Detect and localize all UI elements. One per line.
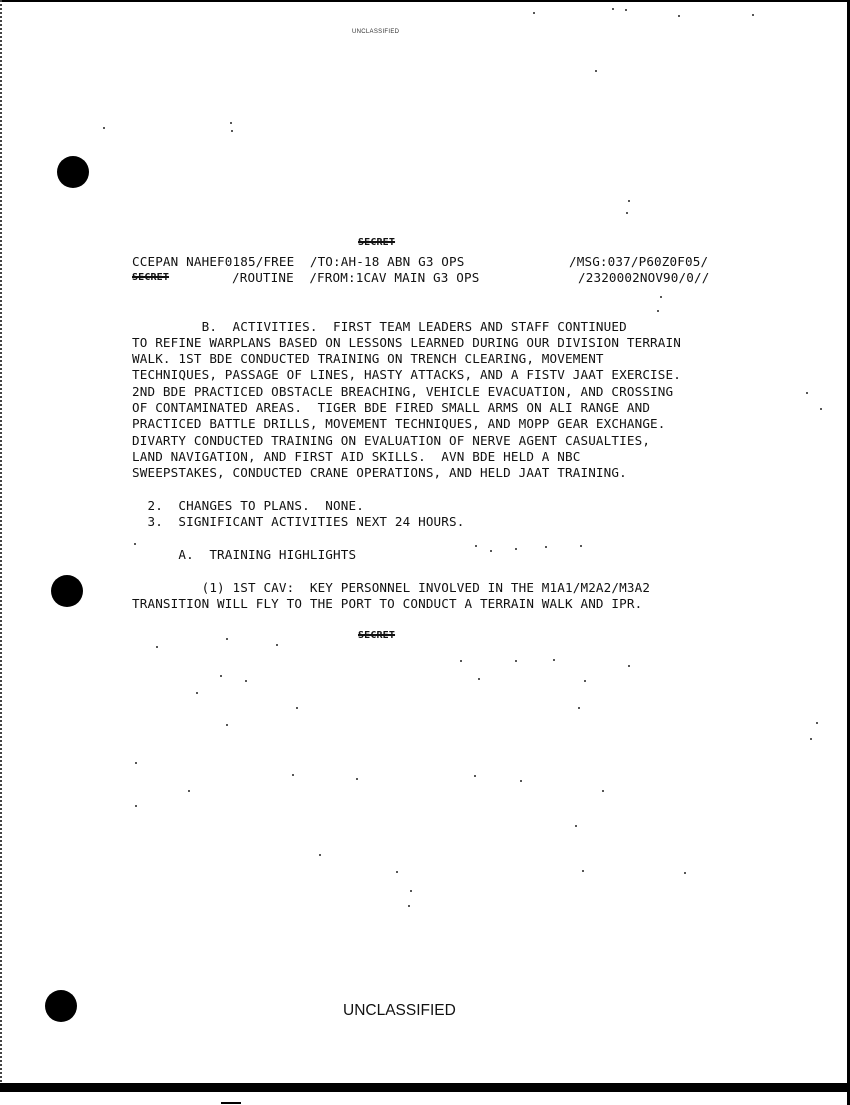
scan-speck (602, 790, 604, 792)
scan-border-left (0, 0, 4, 1090)
paragraph-line: TO REFINE WARPLANS BASED ON LESSONS LEARNED DURING OUR DIVISION TERRAIN (132, 335, 681, 350)
scan-speck (230, 122, 232, 124)
scan-speck (292, 774, 294, 776)
scan-speck (660, 296, 662, 298)
scan-speck (319, 854, 321, 856)
scan-speck (478, 678, 480, 680)
scan-speck (226, 724, 228, 726)
item-training-highlights: A. TRAINING HIGHLIGHTS (132, 547, 357, 562)
punch-hole-middle (51, 575, 83, 607)
classification-stamp-top: SECRET (358, 237, 396, 248)
scan-speck (628, 200, 630, 202)
scan-border-bottom (0, 1083, 850, 1092)
scan-speck (657, 310, 659, 312)
scan-speck (533, 12, 535, 14)
scan-speck (410, 890, 412, 892)
scan-speck (626, 212, 628, 214)
scan-speck (396, 871, 398, 873)
scan-speck (135, 805, 137, 807)
paragraph-line: OF CONTAMINATED AREAS. TIGER BDE FIRED SMALL ARMS ON ALI RANGE AND (132, 400, 651, 415)
item-changes-to-plans: 2. CHANGES TO PLANS. NONE. (132, 498, 364, 513)
header-line1-right: /MSG:037/P60Z0F05/ (569, 254, 709, 269)
scan-mark (221, 1102, 241, 1104)
scan-speck (475, 545, 477, 547)
paragraph-line: DIVARTY CONDUCTED TRAINING ON EVALUATION OF NERVE AGENT CASUALTIES, (132, 433, 651, 448)
scan-speck (628, 665, 630, 667)
scan-speck (678, 15, 680, 17)
header-line1-left: CCEPAN NAHEF0185/FREE /TO:AH-18 ABN G3 OPS (132, 254, 465, 269)
scan-speck (810, 738, 812, 740)
scan-speck (820, 408, 822, 410)
scan-speck (575, 825, 577, 827)
scan-speck (625, 9, 627, 11)
item-significant-activities: 3. SIGNIFICANT ACTIVITIES NEXT 24 HOURS. (132, 514, 465, 529)
scan-speck (226, 638, 228, 640)
scan-speck (474, 775, 476, 777)
scan-border-top (0, 0, 850, 2)
scan-speck (545, 546, 547, 548)
paragraph-line: WALK. 1ST BDE CONDUCTED TRAINING ON TRENCH CLEARING, MOVEMENT (132, 351, 604, 366)
scan-speck (515, 548, 517, 550)
paragraph-line: 2ND BDE PRACTICED OBSTACLE BREACHING, VEHICLE EVACUATION, AND CROSSING (132, 384, 674, 399)
scan-speck (580, 545, 582, 547)
scan-speck (135, 762, 137, 764)
scan-speck (188, 790, 190, 792)
scan-speck (582, 870, 584, 872)
scan-speck (578, 707, 580, 709)
paragraph-line: TECHNIQUES, PASSAGE OF LINES, HASTY ATTACKS, AND A FISTV JAAT EXERCISE. (132, 367, 681, 382)
scan-speck (806, 392, 808, 394)
item-1st-cav-line2: TRANSITION WILL FLY TO THE PORT TO CONDUCT A TERRAIN WALK AND IPR. (132, 596, 643, 611)
scan-speck (752, 14, 754, 16)
scan-speck (356, 778, 358, 780)
punch-hole-top (57, 156, 89, 188)
paragraph-line: SWEEPSTAKES, CONDUCTED CRANE OPERATIONS, AND HELD JAAT TRAINING. (132, 465, 627, 480)
scan-speck (612, 8, 614, 10)
scan-speck (134, 543, 136, 545)
scan-speck (460, 660, 462, 662)
scan-speck (816, 722, 818, 724)
scan-speck (408, 905, 410, 907)
scan-speck (196, 692, 198, 694)
scan-speck (103, 127, 105, 129)
scan-speck (220, 675, 222, 677)
scan-speck (684, 872, 686, 874)
header-line2-mid: /ROUTINE /FROM:1CAV MAIN G3 OPS (232, 270, 480, 285)
top-classification-mark: UNCLASSIFIED (352, 29, 400, 35)
scan-speck (520, 780, 522, 782)
scan-speck (296, 707, 298, 709)
header-line2-right: /2320002NOV90/0// (578, 270, 710, 285)
scan-speck (584, 680, 586, 682)
header-line2-classification: SECRET (132, 272, 170, 283)
scan-speck (595, 70, 597, 72)
item-1st-cav-line1: (1) 1ST CAV: KEY PERSONNEL INVOLVED IN THE M1A1/M2A2/M3A2 (132, 580, 651, 595)
scan-speck (490, 550, 492, 552)
paragraph-line: LAND NAVIGATION, AND FIRST AID SKILLS. AVN BDE HELD A NBC (132, 449, 581, 464)
bottom-classification-label: UNCLASSIFIED (343, 1002, 456, 1019)
classification-stamp-bottom: SECRET (358, 630, 396, 641)
paragraph-line: PRACTICED BATTLE DRILLS, MOVEMENT TECHNIQUES, AND MOPP GEAR EXCHANGE. (132, 416, 666, 431)
scan-speck (156, 646, 158, 648)
scan-speck (515, 660, 517, 662)
scan-speck (276, 644, 278, 646)
scan-speck (231, 130, 233, 132)
scan-speck (553, 659, 555, 661)
punch-hole-bottom (45, 990, 77, 1022)
paragraph-line: B. ACTIVITIES. FIRST TEAM LEADERS AND STAFF CONTINUED (132, 319, 627, 334)
scan-speck (245, 680, 247, 682)
